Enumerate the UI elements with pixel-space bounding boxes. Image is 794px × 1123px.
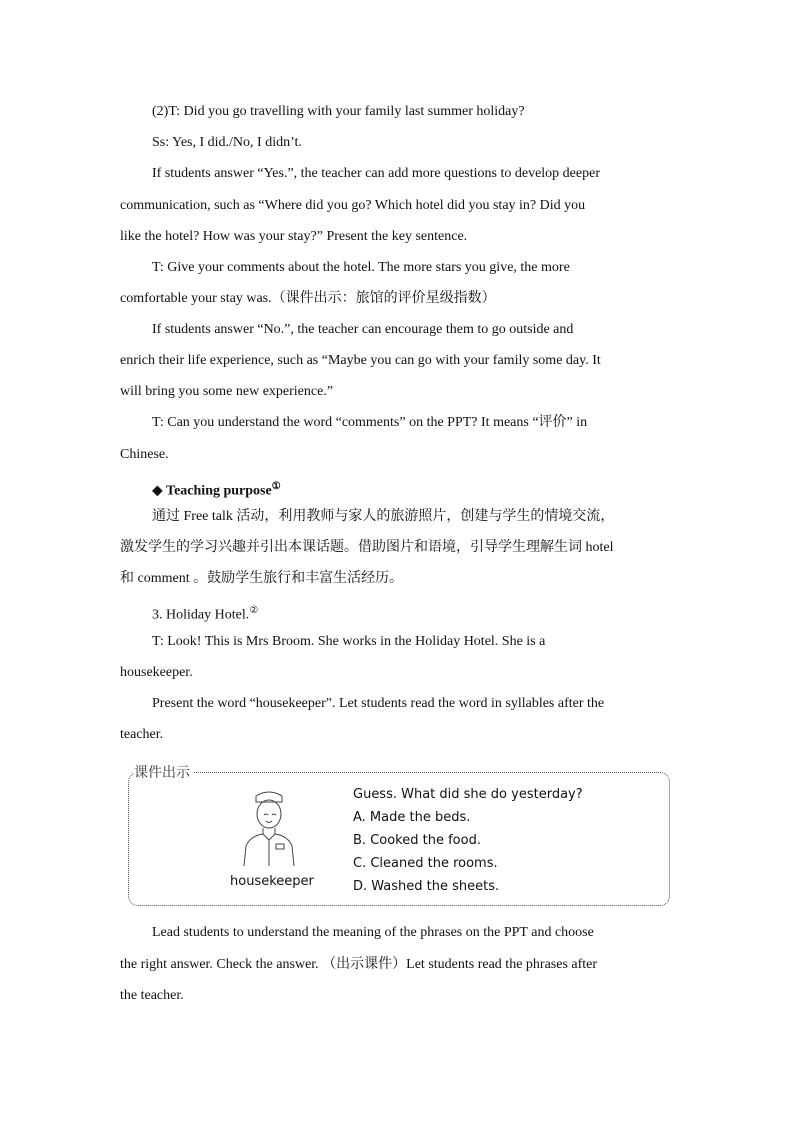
footnote-marker: ② bbox=[249, 605, 259, 616]
paragraph-line: like the hotel? How was your stay?” Present the key sentence. bbox=[120, 229, 468, 244]
purpose-line: 和 comment 。鼓励学生旅行和丰富生活经历。 bbox=[120, 571, 404, 586]
purpose-line: 通过 Free talk 活动，利用教师与家人的旅游照片，创建与学生的情境交流， bbox=[152, 509, 615, 524]
teaching-purpose-heading bbox=[152, 478, 281, 501]
section-line: housekeeper. bbox=[120, 665, 193, 680]
paragraph-line: T: Can you understand the word “comments” on the PPT? It means “评价” in bbox=[152, 415, 588, 430]
paragraph-line: communication, such as “Where did you go? Which hotel did you stay in? Did you bbox=[120, 198, 586, 213]
paragraph-line: (2)T: Did you go travelling with your family last summer holiday? bbox=[152, 104, 525, 119]
paragraph-line: the right answer. Check the answer. （出示课件）Let students read the phrases after bbox=[120, 957, 598, 972]
option-a: A. Made the beds. bbox=[353, 810, 471, 825]
option-d: D. Washed the sheets. bbox=[353, 879, 500, 894]
paragraph-line: will bring you some new experience.” bbox=[120, 384, 334, 399]
image-caption: housekeeper bbox=[230, 874, 314, 889]
paragraph-line: If students answer “Yes.”, the teacher can add more questions to develop deeper bbox=[152, 166, 600, 181]
paragraph-line: Chinese. bbox=[120, 447, 169, 462]
option-c: C. Cleaned the rooms. bbox=[353, 856, 498, 871]
section-line: T: Look! This is Mrs Broom. She works in the Holiday Hotel. She is a bbox=[152, 634, 546, 649]
heading-text: Teaching purpose bbox=[166, 483, 272, 499]
section-title-text: 3. Holiday Hotel. bbox=[152, 607, 250, 623]
option-b: B. Cooked the food. bbox=[353, 833, 481, 848]
section-title bbox=[152, 602, 258, 625]
paragraph-line: If students answer “No.”, the teacher can encourage them to go outside and bbox=[152, 322, 574, 337]
paragraph-line: Ss: Yes, I did./No, I didn’t. bbox=[152, 135, 302, 150]
footnote-marker: ① bbox=[271, 481, 281, 492]
courseware-label-text: 课件出示 bbox=[134, 765, 190, 781]
purpose-line: 激发学生的学习兴趣并引出本课话题。借助图片和语境，引导学生理解生词 hotel bbox=[120, 540, 614, 555]
paragraph-line: Lead students to understand the meaning of the phrases on the PPT and choose bbox=[152, 925, 594, 940]
paragraph-line: T: Give your comments about the hotel. The more stars you give, the more bbox=[152, 260, 570, 275]
section-line: Present the word “housekeeper”. Let students read the word in syllables after the bbox=[152, 696, 605, 711]
diamond-icon: ◆ bbox=[152, 483, 163, 499]
section-line: teacher. bbox=[120, 727, 164, 742]
paragraph-line: the teacher. bbox=[120, 988, 184, 1003]
courseware-question: Guess. What did she do yesterday? bbox=[353, 787, 583, 802]
paragraph-line: comfortable your stay was.（课件出示：旅馆的评价星级指数） bbox=[120, 291, 496, 306]
paragraph-line: enrich their life experience, such as “Maybe you can go with your family some day. It bbox=[120, 353, 601, 368]
housekeeper-illustration bbox=[236, 788, 302, 868]
courseware-label bbox=[134, 762, 194, 782]
